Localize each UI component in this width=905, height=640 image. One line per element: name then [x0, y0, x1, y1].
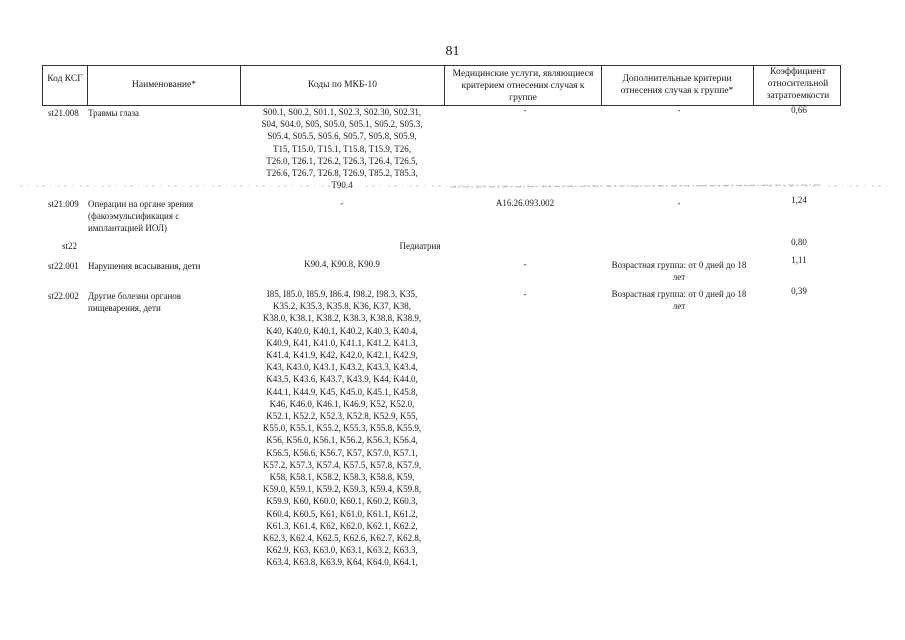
header-divider-4 — [601, 65, 602, 106]
row-name: Травмы глаза — [88, 108, 140, 118]
icd-line: K38.0, K38.1, K38.2, K38.3, K38.8, K38.9, — [262, 313, 422, 324]
row-code: st21.009 — [48, 199, 79, 209]
icd-line: S05.4, S05.5, S05.6, S05.7, S05.8, S05.9, — [267, 131, 417, 142]
row-coefficient: 1,24 — [791, 195, 807, 205]
row-services: - — [523, 289, 527, 299]
header-criteria: Дополнительные критерии отнесения случая к группе* — [620, 74, 734, 96]
icd-line: K40.9, K41, K41.0, K41.1, K41.2, K41.3, — [266, 337, 418, 348]
header-services: Медицинские услуги, являющиеся критерием отнесения случая к группе — [452, 69, 594, 103]
icd-line: K59.0, K59.1, K59.2, K59.3, K59.4, K59.8, — [262, 484, 422, 495]
header-divider-5 — [753, 65, 754, 106]
row-code: st21.008 — [48, 108, 79, 118]
icd-line: K55.0, K55.1, K55.2, K55.3, K55.8, K55.9, — [262, 423, 422, 434]
row-coefficient: 0,39 — [791, 286, 807, 296]
header-coefficient: Коэффициент относительной затратоемкости — [766, 67, 830, 101]
header-left-rule — [42, 65, 43, 106]
icd-line: K52.1, K52.2, K52.3, K52.8, K52.9, K55, — [266, 411, 418, 422]
row-icd-codes — [244, 106, 440, 191]
header-name: Наименование* — [132, 80, 196, 90]
icd-line: K46, K46.0, K46.1, K46.9, K52, K52.0, — [269, 398, 415, 409]
row-name: Операции на органе зрения (факоэмульсификация с имплантацией ИОЛ) — [88, 199, 194, 234]
header-right-rule — [840, 65, 841, 106]
icd-line: T26.0, T26.1, T26.2, T26.3, T26.4, T26.5, — [266, 155, 418, 166]
icd-line: K35.2, K35.3, K35.8, K36, K37, K38, — [273, 301, 411, 312]
row-criteria: Возрастная группа: от 0 дней до 18 лет — [611, 260, 747, 283]
row-code: st22 — [62, 241, 78, 251]
icd-line: K59.9, K60, K60.0, K60.1, K60.2, K60.3, — [266, 496, 418, 507]
icd-line: K41.4, K41.9, K42, K42.0, K42.1, K42.9, — [266, 350, 418, 361]
row-services: - — [523, 105, 527, 115]
row-services: - — [523, 259, 527, 269]
row-coefficient: 1,11 — [791, 255, 807, 265]
row-icd-codes — [244, 288, 440, 569]
row-coefficient: 0,80 — [791, 237, 807, 247]
row-coefficient: 0,66 — [791, 105, 807, 115]
icd-line: T15, T15.0, T15.1, T15.8, T15.9, T26, — [273, 143, 411, 154]
section-title: Педиатрия — [399, 241, 441, 251]
row-name: Другие болезни органов пищеварения, дети — [88, 291, 182, 314]
icd-line: K62.9, K63, K63.0, K63.1, K63.2, K63.3, — [266, 545, 418, 556]
icd-line: S00.1, S00.2, S01.1, S02.3, S02.30, S02.31, — [262, 107, 422, 117]
icd-line: K62.3, K62.4, K62.5, K62.6, K62.7, K62.8, — [262, 533, 422, 544]
header-code: Код КСГ — [47, 74, 83, 84]
icd-line: K43.5, K43.6, K43.7, K43.9, K44, K44.0, — [266, 374, 418, 385]
icd-line: T26.6, T26.7, T26.8, T26.9, T85.2, T85.3, — [266, 168, 418, 179]
scan-artifact — [20, 183, 890, 189]
icd-line: S04, S04.0, S05, S05.0, S05.1, S05.2, S05.3, — [261, 119, 423, 130]
icd-line: K57.2, K57.3, K57.4, K57.5, K57.8, K57.9, — [262, 459, 422, 470]
icd-line: K56, K56.0, K56.1, K56.2, K56.3, K56.4, — [266, 435, 418, 446]
icd-line: K44.1, K44.9, K45, K45.0, K45.1, K45.8, — [266, 386, 418, 397]
icd-line: K60.4, K60.5, K61, K61.0, K61.1, K61.2, — [266, 508, 418, 519]
row-services: A16.26.093.002 — [495, 198, 555, 208]
page-number: 81 — [445, 44, 460, 59]
icd-line: K61.3, K61.4, K62, K62.0, K62.1, K62.2, — [266, 520, 418, 531]
header-icd: Коды по МКБ-10 — [307, 80, 378, 90]
icd-line: K43, K43.0, K43.1, K43.2, K43.3, K43.4, — [266, 362, 418, 373]
row-criteria: Возрастная группа: от 0 дней до 18 лет — [611, 289, 747, 312]
icd-line: T90.4 — [331, 180, 353, 191]
icd-line: K40, K40.0, K40.1, K40.2, K40.3, K40.4, — [266, 325, 418, 336]
row-code: st22.001 — [48, 261, 79, 271]
header-divider-3 — [444, 65, 445, 106]
header-top-rule — [42, 65, 840, 66]
icd-line: I85, I85.0, I85.9, I86.4, I98.2, I98.3, K35, — [266, 289, 418, 299]
row-criteria: - — [677, 198, 681, 208]
row-icd-codes: K90.4, K90.8, K90.9 — [304, 259, 380, 269]
icd-line: K63.4, K63.8, K63.9, K64, K64.0, K64.1, — [266, 557, 418, 568]
icd-line: K58, K58.1, K58.2, K58.3, K58.8, K59, — [269, 472, 415, 483]
icd-line: K56.5, K56.6, K56.7, K57, K57.0, K57.1, — [266, 447, 418, 458]
row-criteria: - — [677, 105, 681, 115]
row-name: Нарушения всасывания, дети — [88, 261, 201, 271]
row-code: st22.002 — [48, 291, 79, 301]
row-icd-codes: - — [340, 198, 344, 208]
